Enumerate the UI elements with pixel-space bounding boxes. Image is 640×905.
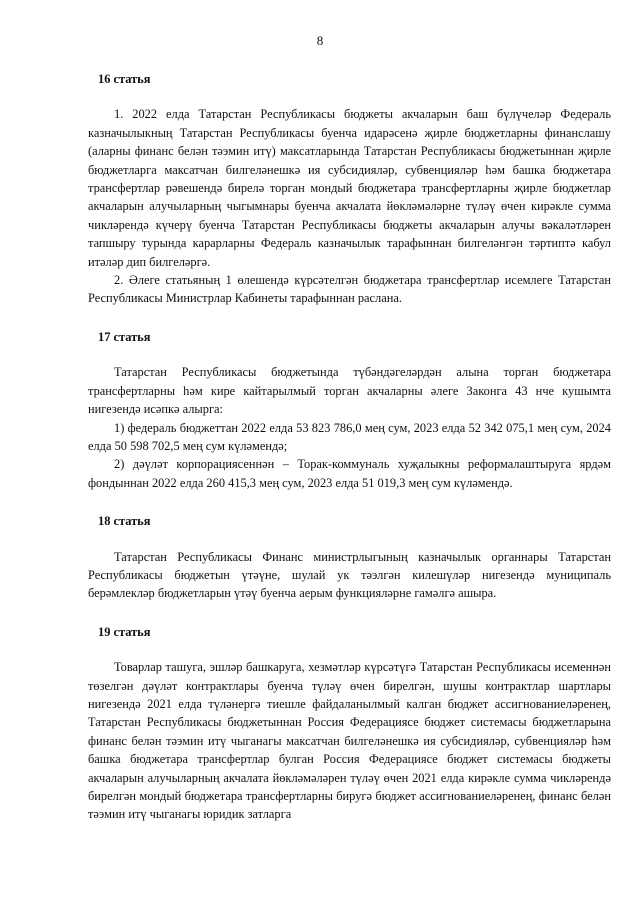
article-19 <box>88 623 611 824</box>
article-paragraph: Татарстан Республикасы Финанс министрлыгының казначылык органнары Татарстан Республикасы бюджетын үтәүне, шулай ук тәэлгән килешүләр нигезендә муниципаль берәмлекләр бюджетларын үтәү буенча аерым функцияләрне гамәлгә ашыра. <box>88 549 611 601</box>
article-heading: 19 статья <box>98 624 151 639</box>
article-paragraph: 2. Әлеге статьяның 1 өлешендә күрсәтелгән бюджетара трансфертлар исемлеге Татарстан Республикасы Министрлар Кабинеты тарафыннан раслана. <box>88 273 611 306</box>
article-18 <box>88 512 611 603</box>
article-16 <box>88 70 611 308</box>
article-heading: 17 статья <box>98 329 151 344</box>
article-heading: 16 статья <box>98 72 151 86</box>
article-paragraph: 1) федераль бюджеттан 2022 елда 53 823 786,0 мең сум, 2023 елда 52 342 075,1 мең сум, 2024 елда 50 598 702,5 мең сум күләмендә; <box>88 420 611 453</box>
article-paragraph: Татарстан Республикасы бюджетында түбәндәгеләрдән алына торган бюджетара трансфертларны һәм кире кайтарылмый торган акчаларны әлеге Законга 43 нче кушымта нигезендә исәпкә алырга: <box>88 365 611 417</box>
article-paragraph: 2) дәүләт корпорациясеннән – Торак-коммуналь хуҗалыкны реформалаштыруга ярдәм фондыннан 2022 елда 260 415,3 мең сум, 2023 елда 51 019,3 мең сум күләмендә. <box>88 457 611 490</box>
article-heading: 18 статья <box>98 514 151 529</box>
page-number: 8 <box>316 33 324 48</box>
document-body <box>88 58 611 824</box>
article-paragraph: 1. 2022 елда Татарстан Республикасы бюджеты акчаларын баш бүлүчеләр Федераль казначылыкның Татарстан Республикасы буенча идарәсенә җирле бюджетларны финанслашу (аларны финанс белән тәэмин итү) максатларында Татарстан Республикасы бюджетыннан җирле бюджетларга максатчан билгеләнешкә ия субсидияләр, субвенцияләр һәм башка бюджетара трансфертлар рәвешендә бирелә торган мондый бюджетара трансфертларны җирле бюджетлар акчаларын алучыларның чыгымнары буенча акчалата йөкләмәләрне түләү өчен кирәкле сумма чикләрендә күчерү буенча Татарстан Республикасы бюджеты акчаларын алучы вәкаләтләрен тапшыру турында карарларны Федераль казначылык тарафыннан билгеләнгән тәртиптә кабул итәләр дип билгеләргә. <box>88 107 611 269</box>
article-17 <box>88 328 611 492</box>
article-paragraph: Товарлар ташуга, эшләр башкаруга, хезмәтләр күрсәтүгә Татарстан Республикасы исеменнән төзелгән дәүләт контрактлары буенча түләү өчен бирелгән, шушы контрактлар шартлары нигезендә 2021 елда түләнергә тиешле файдаланылмый калган бюджет ассигнованиеләренең, Татарстан Республикасы бюджетыннан Россия Федерациясе бюджет системасы бюджетларына финанс белән тәэмин итү чыганагы максатчан билгеләнешкә ия субсидияләр, субвенцияләр һәм башка бюджетара трансфертлар булган Россия Федерациясе бюджет системасы бюджеты акчаларын алучыларның акчалата йөкләмәләрен түләү өчен 2021 елда кирәкле сумма чикләрендә бирелгән мондый бюджетара трансфертларны биругә бюджет ассигнованиеләренең, финанс белән тәэмин итү чыганагы юридик затларга <box>88 660 611 822</box>
